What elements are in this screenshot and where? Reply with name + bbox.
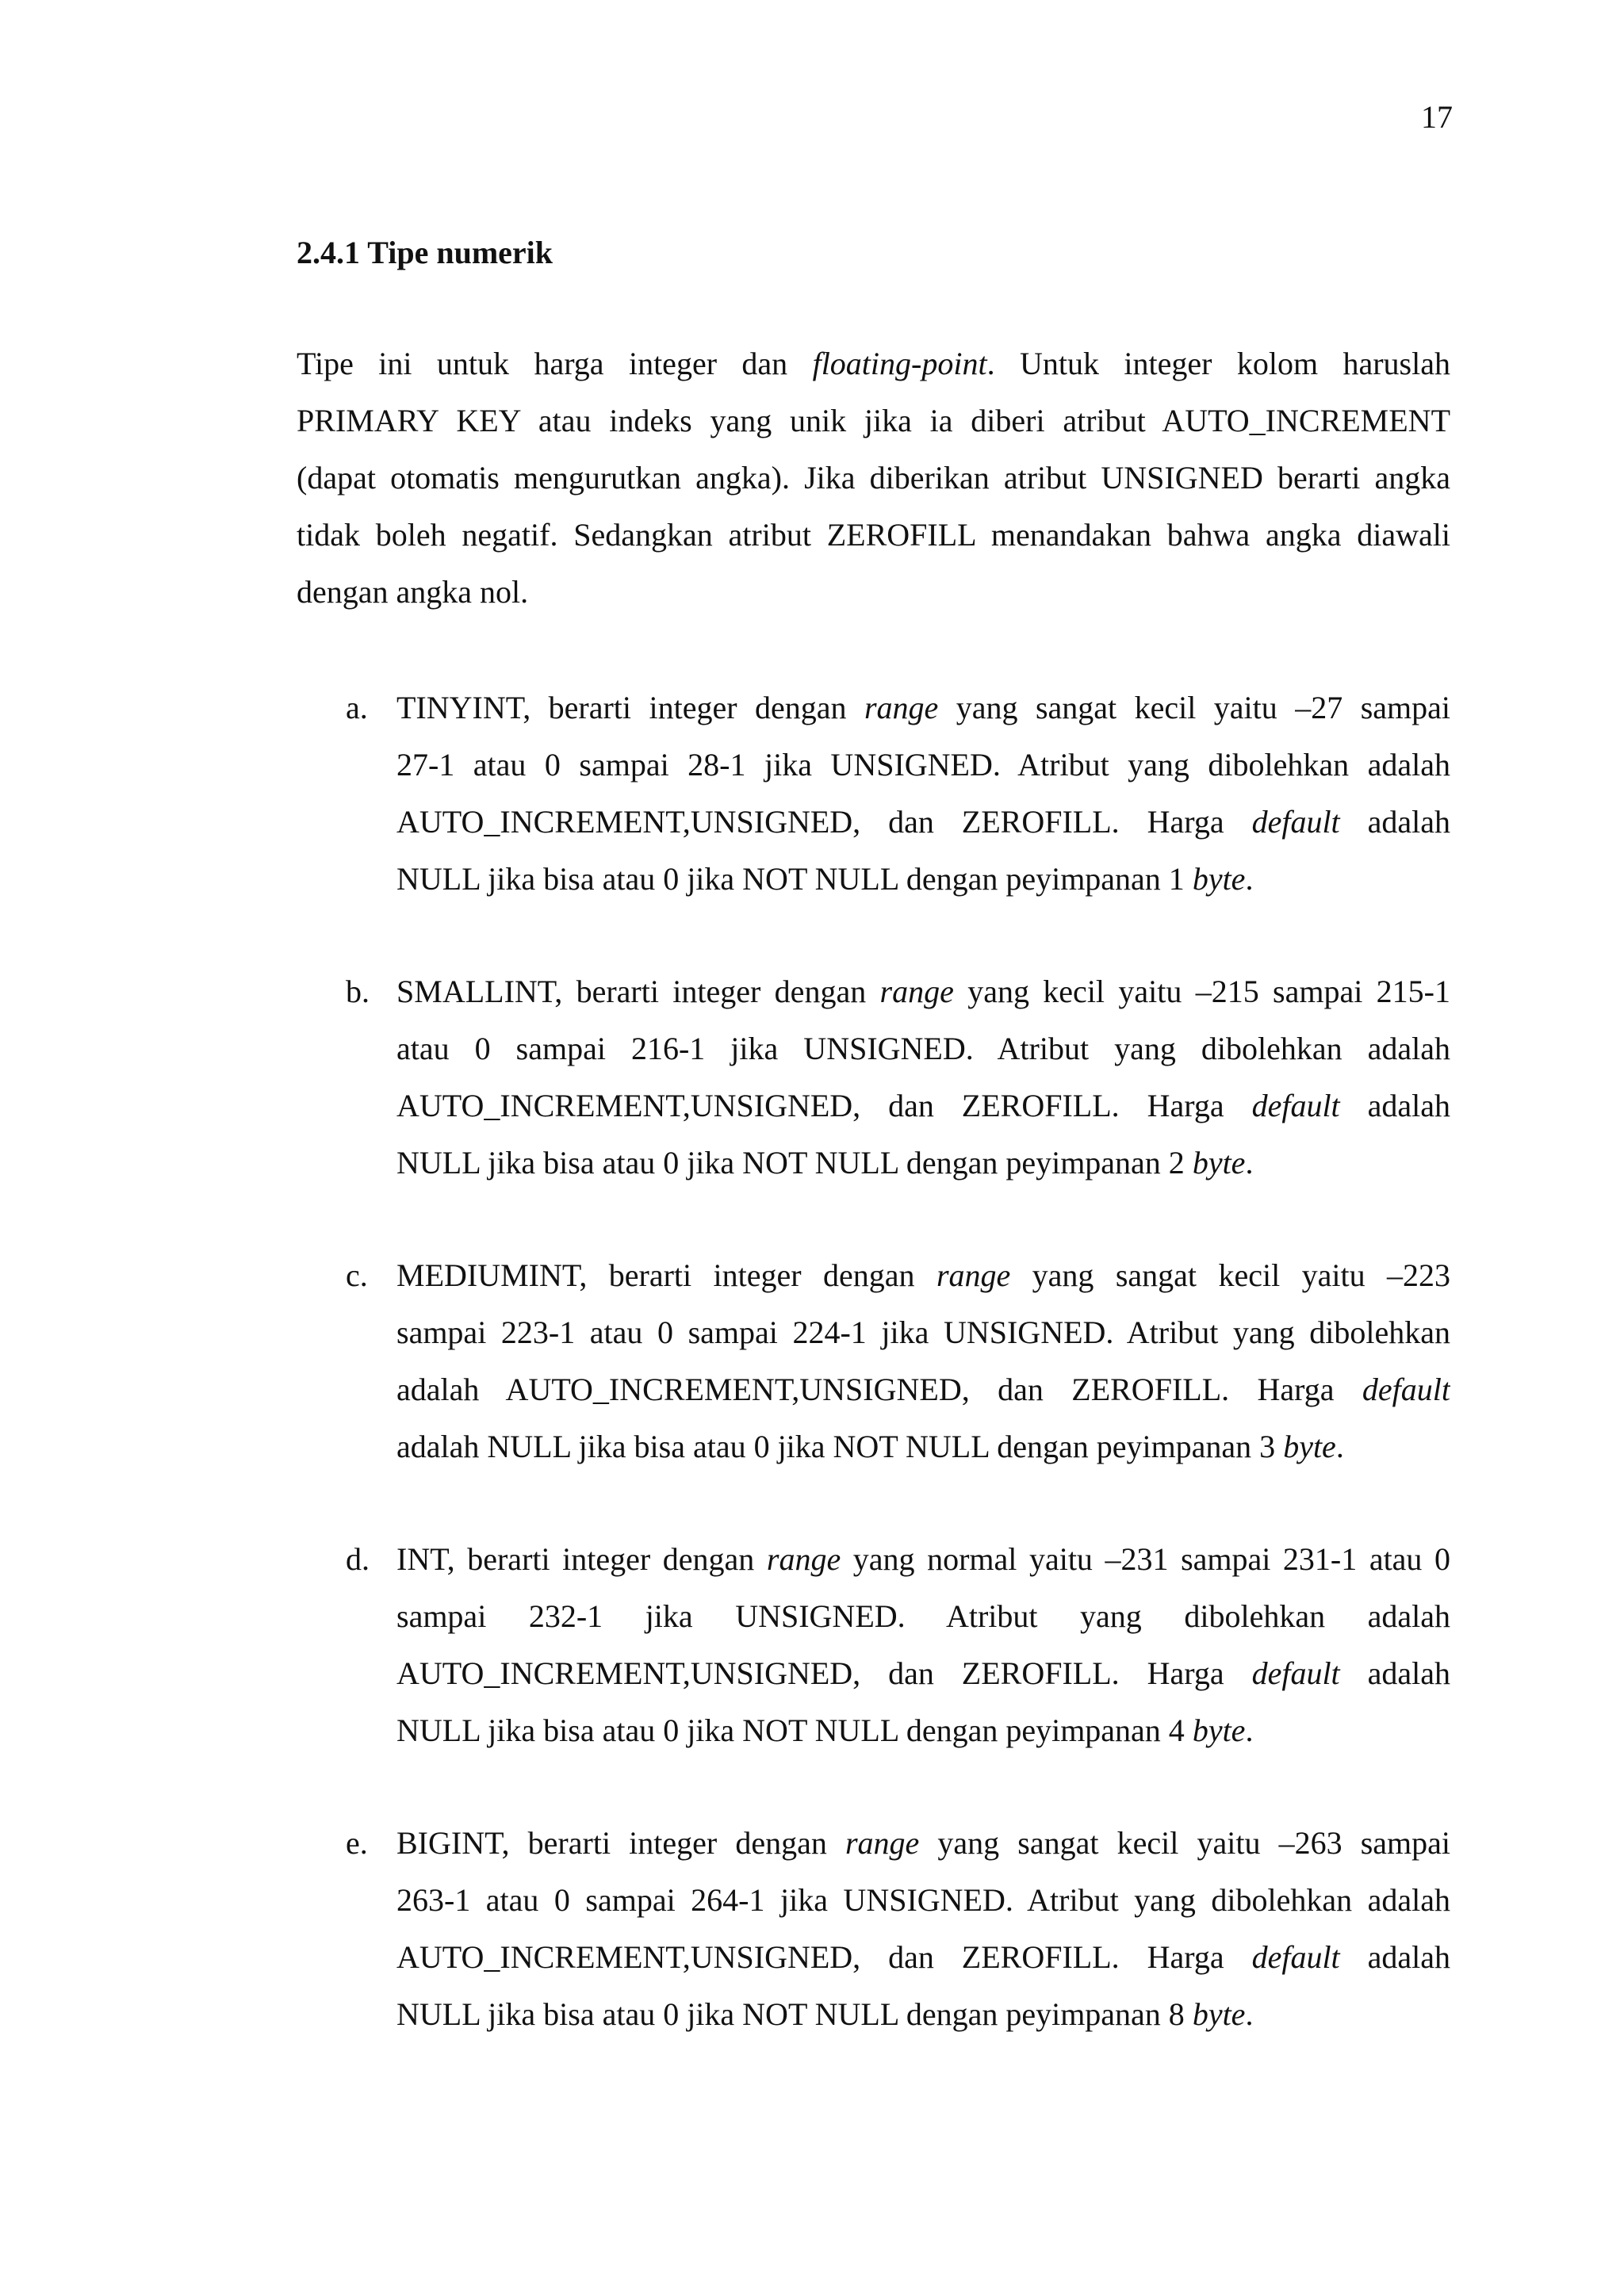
italic-term: default: [1251, 1655, 1340, 1691]
italic-term: byte: [1283, 1429, 1336, 1464]
italic-term: default: [1251, 804, 1340, 840]
list-item-line: NULL jika bisa atau 0 jika NOT NULL dengan peyimpanan 4 byte.: [396, 1712, 1254, 1748]
list-item-tinyint: [297, 679, 1450, 908]
list-item-line: INT, berarti integer dengan range yang normal yaitu –231 sampai 231-1 atau 0: [396, 1541, 1450, 1577]
list-item-line: 27-1 atau 0 sampai 28-1 jika UNSIGNED. Atribut yang dibolehkan adalah: [396, 747, 1450, 783]
list-item-line: sampai 223-1 atau 0 sampai 224-1 jika UNSIGNED. Atribut yang dibolehkan: [396, 1314, 1450, 1350]
list-item-line: NULL jika bisa atau 0 jika NOT NULL dengan peyimpanan 1 byte.: [396, 861, 1254, 897]
intro-line: tidak boleh negatif. Sedangkan atribut ZEROFILL menandakan bahwa angka diawali: [297, 517, 1450, 553]
list-item-line: adalah NULL jika bisa atau 0 jika NOT NULL dengan peyimpanan 3 byte.: [396, 1429, 1344, 1464]
list-item-line: NULL jika bisa atau 0 jika NOT NULL dengan peyimpanan 2 byte.: [396, 1145, 1254, 1181]
page-number: 17: [1421, 99, 1453, 135]
list-marker: d.: [346, 1541, 370, 1577]
list-item-line: SMALLINT, berarti integer dengan range yang kecil yaitu –215 sampai 215-1: [396, 974, 1450, 1009]
italic-term: byte: [1192, 1145, 1246, 1181]
list-item-smallint: [297, 963, 1450, 1192]
list-item-line: adalah AUTO_INCREMENT,UNSIGNED, dan ZEROFILL. Harga default: [396, 1372, 1450, 1407]
italic-term: byte: [1192, 861, 1246, 897]
numeric-type-list: [297, 679, 1450, 2099]
list-item-line: 263-1 atau 0 sampai 264-1 jika UNSIGNED. Atribut yang dibolehkan adalah: [396, 1882, 1450, 1918]
italic-term: range: [879, 974, 954, 1009]
list-marker: b.: [346, 974, 370, 1009]
list-marker: a.: [346, 690, 368, 725]
intro-line: (dapat otomatis mengurutkan angka). Jika diberikan atribut UNSIGNED berarti angka: [297, 460, 1450, 496]
italic-term: byte: [1192, 1712, 1246, 1748]
list-marker: e.: [346, 1825, 368, 1861]
list-item-mediumint: [297, 1247, 1450, 1475]
italic-term: floating-point: [812, 346, 987, 381]
italic-term: range: [936, 1257, 1011, 1293]
list-item-line: NULL jika bisa atau 0 jika NOT NULL dengan peyimpanan 8 byte.: [396, 1996, 1254, 2032]
italic-term: default: [1362, 1372, 1450, 1407]
list-item-line: BIGINT, berarti integer dengan range yang sangat kecil yaitu –263 sampai: [396, 1825, 1450, 1861]
italic-term: range: [766, 1541, 841, 1577]
italic-term: default: [1251, 1088, 1340, 1123]
intro-line: Tipe ini untuk harga integer dan floating-point. Untuk integer kolom haruslah: [297, 346, 1450, 381]
intro-paragraph: [297, 335, 1450, 621]
list-item-line: sampai 232-1 jika UNSIGNED. Atribut yang dibolehkan adalah: [396, 1598, 1450, 1634]
italic-term: byte: [1192, 1996, 1246, 2032]
list-item-line: TINYINT, berarti integer dengan range yang sangat kecil yaitu –27 sampai: [396, 690, 1450, 725]
intro-line: dengan angka nol.: [297, 574, 529, 610]
list-item-line: atau 0 sampai 216-1 jika UNSIGNED. Atribut yang dibolehkan adalah: [396, 1031, 1450, 1066]
section-heading: 2.4.1 Tipe numerik: [297, 235, 553, 270]
list-item-bigint: [297, 1815, 1450, 2043]
italic-term: range: [864, 690, 939, 725]
list-marker: c.: [346, 1257, 368, 1293]
list-item-line: AUTO_INCREMENT,UNSIGNED, dan ZEROFILL. Harga default adalah: [396, 804, 1450, 840]
list-item-line: AUTO_INCREMENT,UNSIGNED, dan ZEROFILL. Harga default adalah: [396, 1655, 1450, 1691]
list-item-int: [297, 1531, 1450, 1759]
list-item-line: AUTO_INCREMENT,UNSIGNED, dan ZEROFILL. Harga default adalah: [396, 1939, 1450, 1975]
list-item-line: AUTO_INCREMENT,UNSIGNED, dan ZEROFILL. Harga default adalah: [396, 1088, 1450, 1123]
list-item-line: MEDIUMINT, berarti integer dengan range yang sangat kecil yaitu –223: [396, 1257, 1450, 1293]
intro-line: PRIMARY KEY atau indeks yang unik jika ia diberi atribut AUTO_INCREMENT: [297, 403, 1450, 438]
italic-term: range: [845, 1825, 920, 1861]
italic-term: default: [1251, 1939, 1340, 1975]
